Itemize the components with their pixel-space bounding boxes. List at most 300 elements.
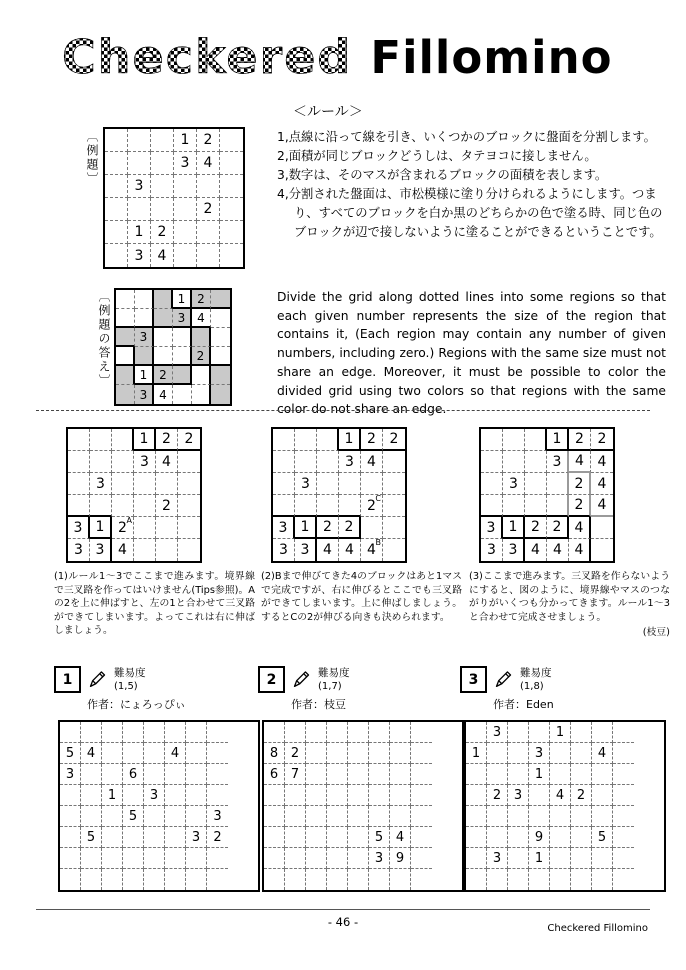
grid-cell: 1 [503,517,525,539]
grid-cell [264,869,285,890]
grid-cell: 4 [591,473,613,495]
puzzle-author: 作者：枝豆 [291,698,346,711]
grid-cell [186,848,207,869]
grid-cell [211,290,230,309]
grid-cell [165,785,186,806]
grid-cell [571,827,592,848]
grid-cell: 3 [369,848,390,869]
difficulty-block [114,667,146,693]
tutorial-grid-3 [479,427,615,563]
grid-cell [174,221,197,244]
grid-cell: 3 [186,827,207,848]
grid-cell: 2 [178,429,200,451]
grid-cell [151,175,174,198]
grid-cell: 2 [192,290,211,309]
grid-cell [613,764,634,785]
grid-cell [178,451,200,473]
grid-cell [220,244,243,267]
grid-cell [173,328,192,347]
grid-cell [207,743,228,764]
grid-cell [60,785,81,806]
grid-cell [411,848,432,869]
grid-cell [361,473,383,495]
grid-cell: 1 [550,722,571,743]
grid-cell [525,429,547,451]
grid-cell [361,517,383,539]
grid-cell [128,129,151,152]
puzzle-number-box: 1 [54,666,81,693]
grid-cell: 3 [90,539,112,561]
grid-cell [317,429,339,451]
grid-cell: 4 [192,309,211,328]
grid-cell: 3 [487,722,508,743]
puzzle-author: 作者：にょろっぴぃ [87,698,186,711]
grid-cell [348,848,369,869]
grid-cell [165,764,186,785]
grid-cell [369,785,390,806]
grid-cell [220,129,243,152]
grid-cell: 2 [487,785,508,806]
puzzle-2 [258,666,464,892]
example-answer-label: 〔例題の答え〕 [97,290,111,388]
grid-cell [348,869,369,890]
difficulty-rating: (1,8) [520,680,544,692]
grid-cell: 4 [591,451,613,473]
grid-cell [390,764,411,785]
puzzle-author: 作者：Eden [493,698,554,711]
grid-cell [508,743,529,764]
grid-cell [411,722,432,743]
grid-cell [348,806,369,827]
grid-cell [383,495,405,517]
rules-section [277,101,669,242]
grid-cell [547,473,569,495]
grid-cell [571,806,592,827]
grid-cell: 4 [591,495,613,517]
grid-cell: 3 [339,451,361,473]
grid-cell [151,198,174,221]
grid-cell [144,764,165,785]
grid-cell [466,722,487,743]
grid-cell [571,743,592,764]
grid-cell [186,785,207,806]
grid-cell [207,848,228,869]
grid-cell [348,722,369,743]
grid-cell [466,785,487,806]
grid-cell [508,827,529,848]
grid-cell [411,806,432,827]
grid-cell [123,848,144,869]
grid-cell: 1 [174,129,197,152]
tutorial-caption-1: (1)ルール1〜3でここまで進みます。境界線で三叉路を作ってはいけません(Tips参照)。Aの2を上に伸ばすと、左の1と合わせて三叉路ができてしまいます。よってこれは右に伸ばしましょう。 [54,571,255,637]
grid-cell: 2 [317,517,339,539]
grid-cell: 2 [207,827,228,848]
grid-cell [102,764,123,785]
grid-cell: 3 [128,175,151,198]
puzzle-number-box: 2 [258,666,285,693]
grid-cell [487,869,508,890]
difficulty-block [520,667,552,693]
page-title [62,30,613,84]
grid-cell [220,221,243,244]
grid-cell: 8 [264,743,285,764]
section-divider [36,410,650,411]
grid-cell [306,806,327,827]
grid-cell [186,869,207,890]
grid-cell [383,517,405,539]
grid-cell: 1 [466,743,487,764]
grid-cell: 3 [481,539,503,561]
grid-cell [151,152,174,175]
pencil-icon [493,668,514,689]
grid-cell [60,806,81,827]
grid-cell [306,722,327,743]
grid-cell [348,743,369,764]
grid-cell: 4 [151,244,174,267]
cell-label: B [375,538,381,547]
grid-cell: 9 [529,827,550,848]
grid-cell [178,517,200,539]
grid-cell [348,764,369,785]
english-rules-paragraph: Divide the grid along dotted lines into some regions so that each given number represents the size of the region that contains it, (Each region may contain any number of given numbers, including zero.) Regions with the same size must not share an edge. Moreover, it must be possible to color the divided grid using two colors so that regions with the same color do not share an edge. [277,290,666,417]
grid-cell [487,806,508,827]
grid-cell [112,495,134,517]
grid-cell [592,848,613,869]
grid-cell [306,869,327,890]
grid-cell [165,806,186,827]
grid-cell [68,495,90,517]
grid-cell [273,495,295,517]
grid-cell [503,495,525,517]
grid-cell [369,722,390,743]
puzzle-1 [54,666,260,892]
grid-cell [525,451,547,473]
grid-cell [306,827,327,848]
grid-cell: 2 [569,473,591,495]
grid-cell [116,309,135,328]
grid-cell [306,848,327,869]
grid-cell [327,848,348,869]
grid-cell [123,785,144,806]
grid-cell: 2 [151,221,174,244]
grid-cell [68,429,90,451]
grid-cell [102,806,123,827]
grid-cell [116,366,135,385]
grid-cell: 9 [390,848,411,869]
grid-cell [156,517,178,539]
grid-cell: 6 [123,764,144,785]
grid-cell [105,198,128,221]
grid-cell [197,175,220,198]
grid-cell: 4 [592,743,613,764]
grid-cell [613,869,634,890]
grid-cell [285,869,306,890]
grid-cell [112,473,134,495]
grid-cell [144,827,165,848]
grid-cell [295,495,317,517]
grid-cell [503,451,525,473]
grid-cell [144,722,165,743]
grid-cell: 6 [264,764,285,785]
grid-cell [186,806,207,827]
grid-cell [102,743,123,764]
grid-cell [411,827,432,848]
grid-cell [508,848,529,869]
puzzle-3-grid [464,720,666,892]
grid-cell [156,473,178,495]
grid-cell: 3 [144,785,165,806]
grid-cell [613,827,634,848]
grid-cell [383,539,405,561]
grid-cell [550,743,571,764]
grid-cell [295,429,317,451]
grid-cell [81,806,102,827]
grid-cell [571,722,592,743]
grid-cell [339,495,361,517]
grid-cell [306,785,327,806]
grid-cell: 1 [173,290,192,309]
grid-cell: 3 [508,785,529,806]
grid-cell [273,473,295,495]
grid-cell [144,806,165,827]
rule-item-3: 3,数字は、そのマスが含まれるブロックの面積を表します。 [277,168,608,182]
grid-cell [383,473,405,495]
grid-cell: 4 [547,539,569,561]
grid-cell [547,495,569,517]
grid-cell [81,848,102,869]
grid-cell [529,785,550,806]
grid-cell: 3 [207,806,228,827]
grid-cell: 5 [369,827,390,848]
grid-cell [123,869,144,890]
grid-cell: 2 [154,366,173,385]
grid-cell: 2 A [112,517,134,539]
grid-cell: 3 [128,244,151,267]
grid-cell [273,429,295,451]
puzzle-number-box: 3 [460,666,487,693]
grid-cell [348,827,369,848]
grid-cell [192,328,211,347]
grid-cell [135,347,154,366]
grid-cell: 5 [60,743,81,764]
grid-cell [135,290,154,309]
grid-cell [264,848,285,869]
grid-cell [154,290,173,309]
grid-cell [81,722,102,743]
grid-cell: 4 [569,451,591,473]
difficulty-label: 難易度 [520,667,552,679]
cell-label: C [375,494,381,503]
grid-cell [207,869,228,890]
grid-cell [525,495,547,517]
grid-cell [134,495,156,517]
tutorial-caption-2: (2)Bまで伸びてきた4のブロックはあと1マスで完成ですが、右に伸びるとここでも三叉路ができてしまいます。上に伸ばしましょう。するとCの2が伸びる向きも決められます。 [261,571,462,623]
grid-cell [102,722,123,743]
grid-cell [592,722,613,743]
grid-cell: 1 [529,764,550,785]
puzzle-1-header [54,666,260,693]
grid-cell: 2 [197,129,220,152]
grid-cell [369,806,390,827]
grid-cell: 2 [591,429,613,451]
grid-cell [390,785,411,806]
grid-cell [508,764,529,785]
grid-cell: 1 [102,785,123,806]
grid-cell [348,785,369,806]
grid-cell [390,722,411,743]
grid-cell: 3 [68,539,90,561]
grid-cell [390,743,411,764]
grid-cell [466,848,487,869]
grid-cell: 3 [135,328,154,347]
grid-cell [369,764,390,785]
difficulty-block [318,667,350,693]
grid-cell [90,451,112,473]
grid-cell [68,451,90,473]
grid-cell: 2 [569,429,591,451]
grid-cell: 3 [295,539,317,561]
grid-cell [173,366,192,385]
grid-cell [327,827,348,848]
grid-cell [173,385,192,404]
grid-cell: 4 B [361,539,383,561]
grid-cell [211,309,230,328]
grid-cell [613,785,634,806]
grid-cell [529,806,550,827]
grid-cell [197,244,220,267]
grid-cell [264,806,285,827]
grid-cell [550,869,571,890]
grid-cell [466,827,487,848]
difficulty-rating: (1,5) [114,680,138,692]
rules-heading: ＜ルール＞ [293,104,363,120]
grid-cell: 5 [592,827,613,848]
grid-cell: 4 [112,539,134,561]
grid-cell: 3 [529,743,550,764]
grid-cell [211,366,230,385]
puzzle-3-header [460,666,666,693]
grid-cell [134,539,156,561]
grid-cell [81,764,102,785]
grid-cell: 3 [487,848,508,869]
grid-cell [466,764,487,785]
grid-cell [525,473,547,495]
grid-cell [327,743,348,764]
grid-cell [68,473,90,495]
grid-cell: 3 [173,309,192,328]
grid-cell [173,347,192,366]
grid-cell [60,722,81,743]
grid-cell: 1 [90,517,112,539]
puzzle-3 [460,666,666,892]
grid-cell [295,451,317,473]
grid-cell [60,848,81,869]
grid-cell [60,869,81,890]
grid-cell [481,429,503,451]
grid-cell: 4 [197,152,220,175]
grid-cell: 4 [569,539,591,561]
grid-cell: 1 [135,366,154,385]
difficulty-label: 難易度 [318,667,350,679]
grid-cell [186,743,207,764]
grid-cell [186,764,207,785]
grid-cell [285,848,306,869]
grid-cell [317,473,339,495]
grid-cell [285,722,306,743]
grid-cell [90,429,112,451]
grid-cell: 3 [503,539,525,561]
grid-cell: 3 [273,539,295,561]
grid-cell: 2 [361,429,383,451]
rule-item-2: 2,面積が同じブロックどうしは、タテヨコに接しません。 [277,149,597,163]
grid-cell [592,869,613,890]
grid-cell: 3 [60,764,81,785]
grid-cell [156,539,178,561]
grid-cell [174,198,197,221]
grid-cell: 2 [197,198,220,221]
grid-cell [550,806,571,827]
cell-label: A [126,516,132,525]
grid-cell [116,290,135,309]
grid-cell [466,869,487,890]
grid-cell: 1 [128,221,151,244]
grid-cell [327,722,348,743]
grid-cell [116,328,135,347]
grid-cell: 2 [383,429,405,451]
grid-cell [178,539,200,561]
grid-cell: 3 [174,152,197,175]
grid-cell [613,806,634,827]
tutorial-caption-3-text: (3)ここまで進みます。三叉路を作らないようにすると、図のように、境界線やマスのつながりがいくつも分かってきます。ルール1〜3と合わせて完成させましょう。 [469,571,670,623]
grid-cell: 4 [339,539,361,561]
grid-cell: 4 [154,385,173,404]
grid-cell: 4 [550,785,571,806]
grid-cell: 2 [525,517,547,539]
grid-cell [369,743,390,764]
grid-cell [165,848,186,869]
grid-cell [508,722,529,743]
grid-cell [135,309,154,328]
grid-cell: 2 C [361,495,383,517]
rule-item-1: 1,点線に沿って線を引き、いくつかのブロックに盤面を分割します。 [277,130,656,144]
grid-cell: 3 [273,517,295,539]
grid-cell: 2 [156,495,178,517]
tutorial-credit: (枝豆) [642,627,670,639]
example-grid [103,127,245,269]
pencil-icon [291,668,312,689]
grid-cell [134,517,156,539]
grid-cell [144,869,165,890]
grid-cell [197,221,220,244]
grid-cell [264,722,285,743]
grid-cell [592,785,613,806]
grid-cell [592,806,613,827]
grid-cell [481,495,503,517]
grid-cell [134,473,156,495]
grid-cell [327,764,348,785]
grid-cell [550,827,571,848]
rule-item-4: 4,分割された盤面は、市松模様に塗り分けられるようにします。つまり、すべてのブロックを白か黒のどちらかの色で塗る時、同じ色のブロックが辺で接しないように塗ることができるということです。 [277,187,663,239]
grid-cell [571,764,592,785]
grid-cell [102,848,123,869]
grid-cell [285,827,306,848]
grid-cell [550,848,571,869]
grid-cell [81,869,102,890]
grid-cell [192,385,211,404]
grid-cell [207,764,228,785]
grid-cell [481,473,503,495]
grid-cell [327,869,348,890]
